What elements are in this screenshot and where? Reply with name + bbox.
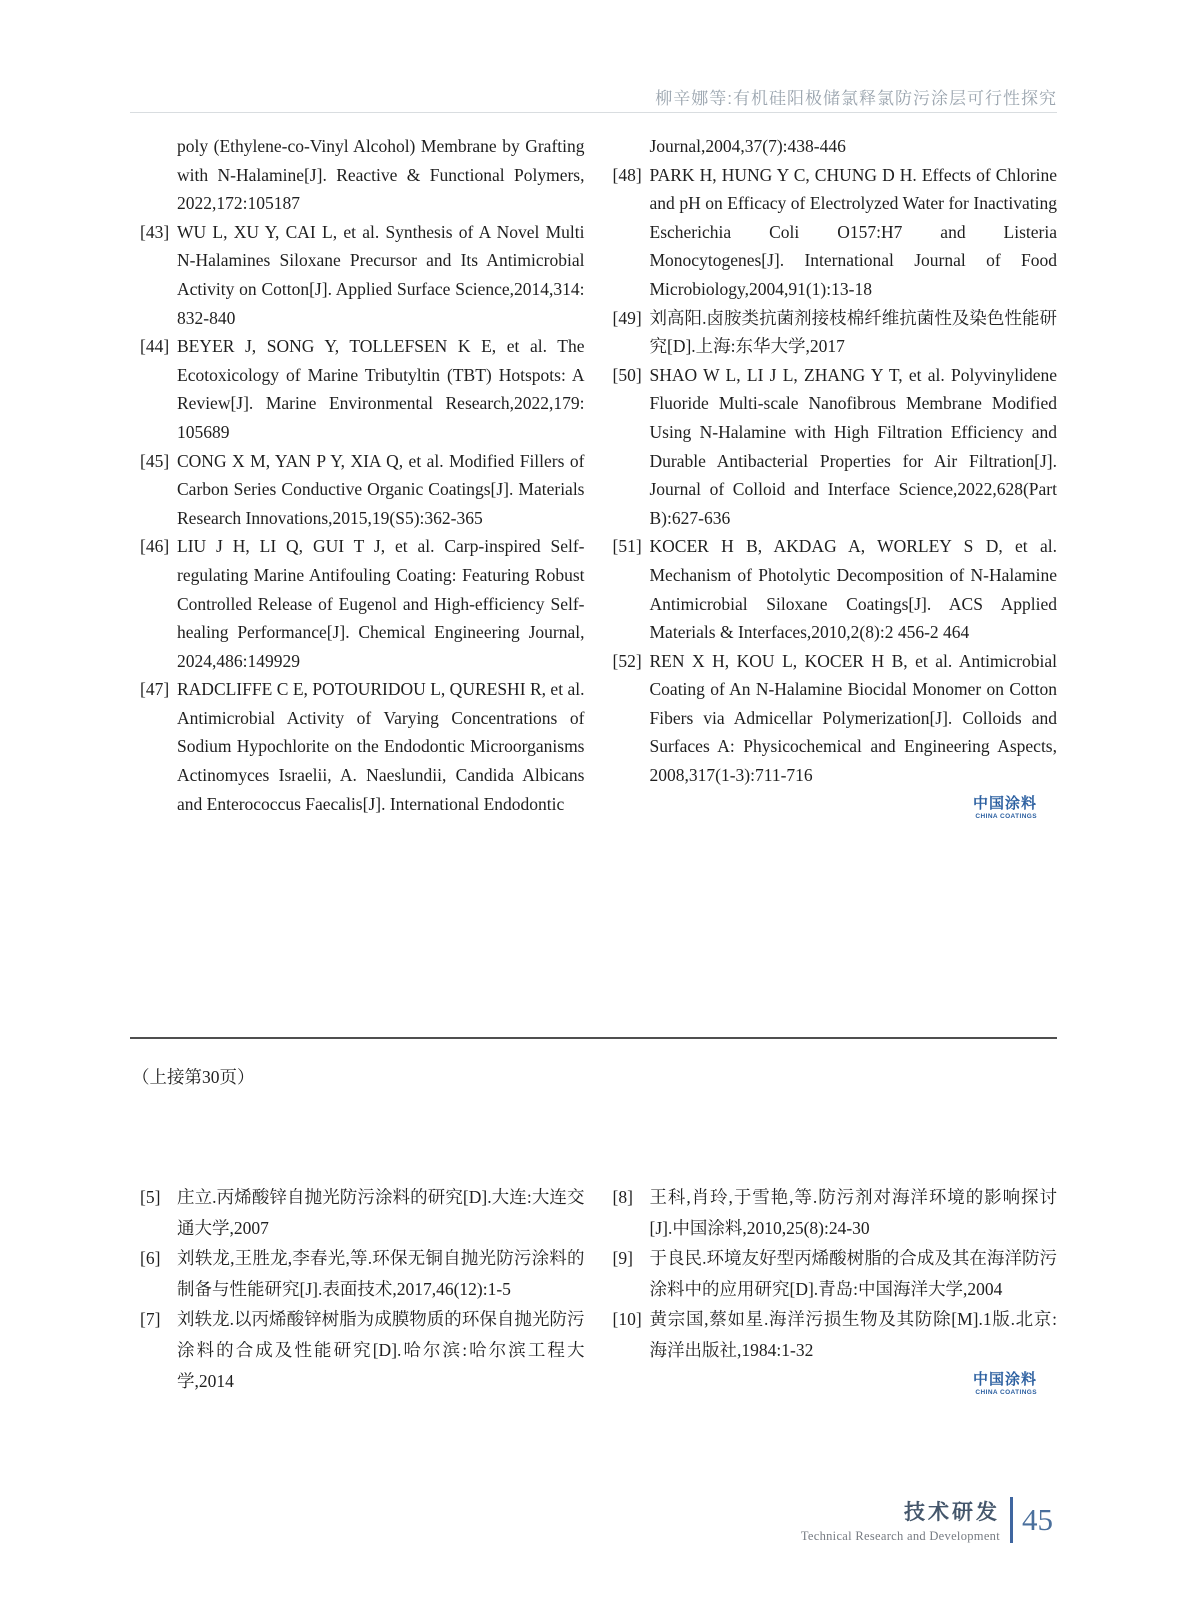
reference-text: RADCLIFFE C E, POTOURIDOU L, QURESHI R, et al. Antimicrobial Activity of Varying Concentrations of Sodium Hypochlorite on the Endodontic Microorganisms Actinomyces Israelii, A. Naeslundii, Candida Albicans and Enterococcus Faecalis[J]. International Endodontic: [177, 679, 585, 814]
reference-number: [10]: [612, 1309, 642, 1330]
china-coatings-logo: [613, 1372, 1058, 1397]
china-coatings-logo: [613, 796, 1058, 821]
reference-text: KOCER H B, AKDAG A, WORLEY S D, et al. Mechanism of Photolytic Decomposition of N-Halamine Antimicrobial Siloxane Coatings[J]. ACS Applied Materials & Interfaces,2010,2(8):2 456-2 464: [649, 536, 1057, 643]
footer-section-title-en: Technical Research and Development: [800, 1529, 1000, 1543]
reference-text: PARK H, HUNG Y C, CHUNG D H. Effects of Chlorine and pH on Efficacy of Electrolyzed Water for Inactivating Escherichia Coli O157:H7 and Listeria Monocytogenes[J]. International Journal of Food Microbiology,2004,91(1):13-18: [649, 164, 1057, 299]
reference-text: 王科,肖玲,于雪艳,等.防污剂对海洋环境的影响探讨[J].中国涂料,2010,25(8):24-30: [649, 1187, 1057, 1238]
reference-text: 庄立.丙烯酸锌自抛光防污涂料的研究[D].大连:大连交通大学,2007: [177, 1187, 585, 1238]
reference-number: [8]: [612, 1187, 633, 1207]
reference-item: [140, 1182, 585, 1243]
reference-number: [7]: [140, 1309, 161, 1330]
reference-number: [45]: [140, 450, 170, 471]
reference-item: [140, 1304, 585, 1396]
reference-item: [140, 218, 585, 332]
header-rule: [130, 112, 1057, 113]
references-bottom-left-column: [140, 1182, 585, 1396]
reference-text: LIU J H, LI Q, GUI T J, et al. Carp-inspired Self-regulating Marine Antifouling Coating: Featuring Robust Controlled Release of Eugenol and High-efficiency Self-healing Performance[J]. Chemical Engineering Journal, 2024,486:149929: [177, 536, 585, 671]
china-coatings-logo-cn: 中国涂料: [972, 1370, 1037, 1388]
reference-item: [613, 304, 1058, 361]
page-number: 45: [1022, 1502, 1053, 1537]
reference-item: [613, 361, 1058, 533]
references-bottom-right-column: [613, 1182, 1058, 1396]
reference-item: [613, 132, 1058, 161]
footer-section-title-cn: 技术研发: [904, 1501, 1000, 1524]
reference-item: [613, 1243, 1058, 1304]
page-footer: [801, 1496, 1053, 1544]
reference-item: [613, 161, 1058, 304]
reference-text: SHAO W L, LI J L, ZHANG Y T, et al. Polyvinylidene Fluoride Multi-scale Nanofibrous Membrane Modified Using N-Halamine with High Filtration Efficiency and Durable Antibacterial Properties for Air Filtration[J]. Journal of Colloid and Interface Science,2022,628(Part B):627-636: [649, 364, 1057, 528]
reference-text: 刘轶龙.以丙烯酸锌树脂为成膜物质的环保自抛光防污涂料的合成及性能研究[D].哈尔滨:哈尔滨工程大学,2014: [177, 1309, 585, 1391]
references-top-section: [140, 132, 1057, 820]
references-top-left-column: [140, 132, 585, 820]
reference-item: [613, 1182, 1058, 1243]
reference-number: [44]: [140, 336, 170, 357]
reference-number: [43]: [140, 221, 170, 242]
china-coatings-logo-cn: 中国涂料: [972, 794, 1037, 812]
reference-number: [52]: [612, 650, 642, 671]
reference-text: 黄宗国,蔡如星.海洋污损生物及其防除[M].1版.北京:海洋出版社,1984:1-32: [649, 1309, 1057, 1360]
reference-text: WU L, XU Y, CAI L, et al. Synthesis of A Novel Multi N-Halamines Siloxane Precursor and Its Antimicrobial Activity on Cotton[J]. Applied Surface Science,2014,314: 832-840: [177, 221, 585, 328]
reference-text: poly (Ethylene-co-Vinyl Alcohol) Membrane by Grafting with N-Halamine[J]. Reactive & Functional Polymers, 2022,172:105187: [177, 136, 585, 214]
reference-text: BEYER J, SONG Y, TOLLEFSEN K E, et al. The Ecotoxicology of Marine Tributyltin (TBT) Hotspots: A Review[J]. Marine Environmental Research,2022,179: 105689: [177, 336, 585, 442]
reference-number: [46]: [140, 536, 170, 557]
reference-number: [5]: [140, 1187, 161, 1207]
reference-item: [613, 647, 1058, 790]
reference-text: CONG X M, YAN P Y, XIA Q, et al. Modified Fillers of Carbon Series Conductive Organic Coatings[J]. Materials Research Innovations,2015,19(S5):362-365: [177, 450, 585, 528]
reference-text: 刘轶龙,王胜龙,李春光,等.环保无铜自抛光防污涂料的制备与性能研究[J].表面技术,2017,46(12):1-5: [177, 1248, 585, 1299]
china-coatings-logo-en: CHINA COATINGS: [975, 1389, 1037, 1397]
references-bottom-section: [140, 1182, 1057, 1396]
reference-item: [140, 447, 585, 533]
reference-number: [6]: [140, 1248, 161, 1269]
running-header-title: 柳辛娜等:有机硅阳极储氯释氯防污涂层可行性探究: [655, 89, 1057, 108]
reference-text: 于良民.环境友好型丙烯酸树脂的合成及其在海洋防污涂料中的应用研究[D].青岛:中国海洋大学,2004: [649, 1248, 1057, 1299]
reference-item: [140, 1243, 585, 1304]
reference-number: [47]: [140, 679, 170, 700]
section-divider-rule: [130, 1037, 1057, 1039]
reference-number: [9]: [612, 1248, 633, 1269]
reference-number: [50]: [612, 364, 642, 385]
reference-item: [140, 132, 585, 218]
reference-number: [48]: [612, 164, 642, 185]
references-top-right-column: [613, 132, 1058, 820]
china-coatings-logo-en: CHINA COATINGS: [975, 813, 1037, 821]
reference-text: 刘高阳.卤胺类抗菌剂接枝棉纤维抗菌性及染色性能研究[D].上海:东华大学,2017: [649, 307, 1057, 357]
reference-number: [51]: [612, 536, 642, 557]
reference-text: Journal,2004,37(7):438-446: [649, 136, 846, 156]
continuation-note: （上接第30页）: [132, 1067, 255, 1087]
footer-section-title: [801, 1496, 1000, 1544]
reference-item: [140, 332, 585, 446]
reference-item: [613, 532, 1058, 646]
reference-text: REN X H, KOU L, KOCER H B, et al. Antimicrobial Coating of An N-Halamine Biocidal Monomer on Cotton Fibers via Admicellar Polymerization[J]. Colloids and Surfaces A: Physicochemical and Engineering Aspects, 2008,317(1-3):711-716: [649, 650, 1057, 786]
footer-divider-bar: [1010, 1497, 1013, 1543]
reference-number: [49]: [612, 307, 642, 328]
reference-item: [613, 1304, 1058, 1365]
reference-item: [140, 675, 585, 818]
reference-item: [140, 532, 585, 675]
